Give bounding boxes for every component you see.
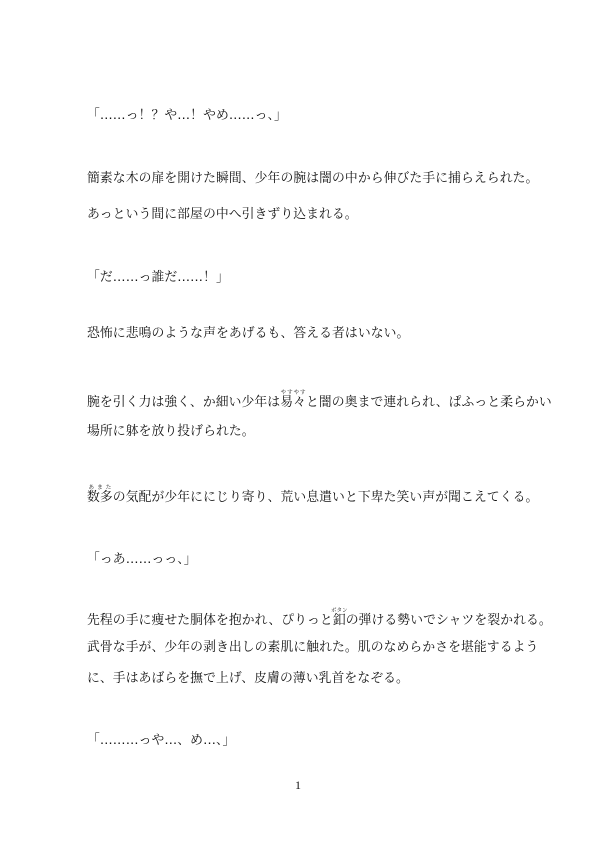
narration-line-3: 恐怖に悲鳴のような声をあげるも、答える者はいない。 (87, 326, 410, 341)
narration-line-8: 武骨な手が、少年の剥き出しの素肌に触れた。肌のなめらかさを堪能するよう (87, 640, 539, 655)
ruby-reading-botan: ボタン (331, 608, 348, 614)
ruby-annotation-yasuyasu (280, 390, 306, 410)
ruby-base-amata: 数多 (87, 490, 113, 505)
narration-line-5: 場所に躰を放り投げられた。 (87, 424, 255, 439)
dialogue-line-4: 「………っや…、め…、」 (87, 733, 236, 748)
ruby-line-3-after: の弾ける勢いでシャツを裂かれる。 (345, 613, 552, 628)
ruby-base-yasuyasu: 易々 (280, 395, 306, 410)
narration-line-6 (87, 485, 538, 506)
dialogue-line-3: 「っあ……っっ、」 (87, 552, 197, 567)
narration-line-1: 簡素な木の扉を開けた瞬間、少年の腕は闇の中から伸びた手に捕らえられた。 (87, 171, 539, 186)
ruby-line-1-after: と闇の奥まで連れられ、ぱふっと柔らかい (306, 395, 552, 410)
dialogue-line-2: 「だ……っ誰だ……！」 (87, 270, 229, 285)
ruby-reading-yasuyasu: やすやす (280, 390, 306, 396)
ruby-line-2-after: の気配が少年ににじり寄り、荒い息遣いと下卑た笑い声が聞こえてくる。 (112, 490, 539, 505)
ruby-annotation-botan (331, 608, 348, 628)
narration-line-9: に、手はあばらを撫で上げ、皮膚の薄い乳首をなぞる。 (87, 671, 409, 686)
page-number: 1 (295, 778, 301, 792)
narration-line-4 (87, 390, 552, 411)
ruby-line-1-before: 腕を引く力は強く、か細い少年は (87, 395, 281, 410)
dialogue-line-1: 「……っ！？や…！やめ……っ、」 (87, 108, 287, 123)
ruby-base-botan: 釦 (331, 613, 348, 628)
ruby-annotation-amata (87, 485, 113, 505)
narration-line-2: あっという間に部屋の中へ引きずり込まれる。 (87, 207, 358, 222)
ruby-line-3-before: 先程の手に痩せた胴体を抱かれ、ぴりっと (87, 613, 333, 628)
narration-line-7 (87, 608, 552, 629)
ruby-reading-amata: あまた (87, 485, 113, 491)
